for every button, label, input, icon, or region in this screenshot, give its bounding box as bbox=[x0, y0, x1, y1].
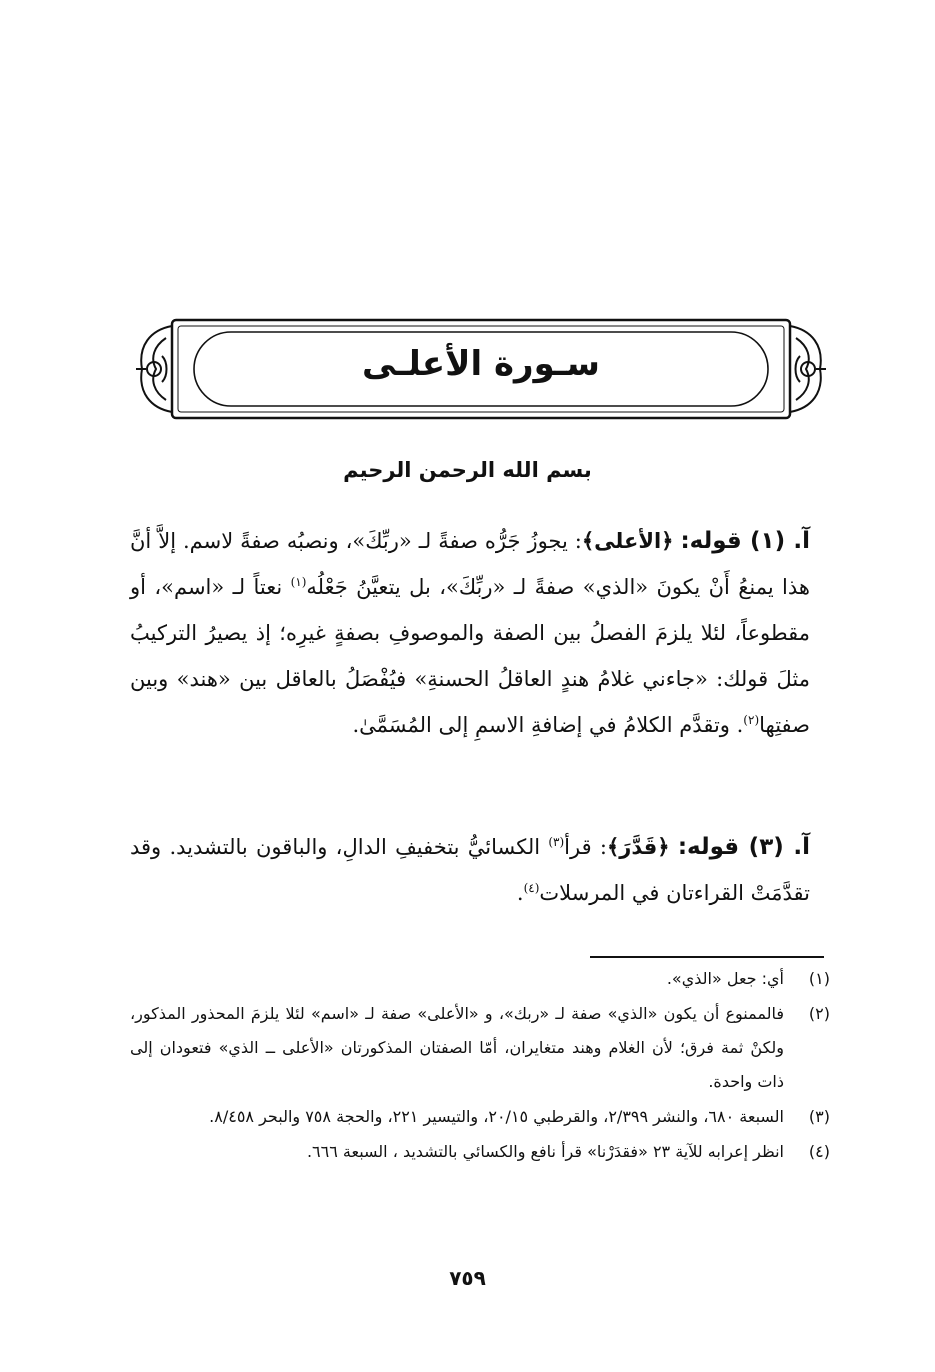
footnote-marker[interactable]: (٢) bbox=[743, 713, 760, 727]
footnote-text: انظر إعرابه للآية ٢٣ «فقدَرْنا» قرأ نافع والكسائي بالتشديد ، السبعة ٦٦٦. bbox=[306, 1142, 784, 1161]
quranic-keyword: ﴿قَدَّرَ﴾ bbox=[606, 835, 670, 859]
page-number: ٧٥٩ bbox=[449, 1266, 486, 1290]
paragraph-text: نعتاً لـ «اسم»، أو مقطوعاً، لئلا يلزمَ الفصلُ بين الصفة والموصوفِ بصفةٍ غيرِه؛ إذ يصيرُ التركيبُ مثلَ قولك: «جاءني غلامُ هندٍ العاقلُ الحسنةِ» فيُفْصَلُ بالعاقل بين «هند» وبين صفتِها bbox=[130, 575, 810, 737]
footnote-number: (١) bbox=[808, 969, 830, 988]
paragraph-text: : قرأ bbox=[564, 835, 607, 859]
footnote-marker[interactable]: (٤) bbox=[523, 881, 540, 895]
footnote-marker[interactable]: (٣) bbox=[548, 835, 565, 849]
commentary-paragraph-2 bbox=[130, 824, 810, 916]
footnote-separator bbox=[590, 956, 824, 958]
footnote-text: فالممنوع أن يكون «الذي» صفة لـ «ربك»، و «الأعلى» صفة لـ «اسم» لئلا يلزمَ المحذور المذكور، ولكنْ ثمة فرق؛ لأن الغلام وهند متغايران، أمّا الصفتان المذكورتان «الأعلى ــ الذي» فتعودان إلى ذات واحدة. bbox=[130, 1004, 784, 1091]
commentary-paragraph-1 bbox=[130, 518, 810, 748]
footnote bbox=[130, 962, 830, 996]
paragraph-text: . وتقدَّم الكلامُ في إضافةِ الاسمِ إلى المُسَمَّىٰ. bbox=[352, 713, 744, 737]
paragraph-text: الكسائيُّ بتخفيفِ الدالِ، والباقون بالتشديد. وقد تقدَّمَتْ القراءتان في المرسلات bbox=[130, 835, 810, 905]
footnote-number: (٤) bbox=[808, 1142, 830, 1161]
quranic-keyword: ﴿الأعلى﴾ bbox=[581, 529, 674, 553]
paragraph-text: : يجوزُ جَرُّه صفةً لـ «ربِّكَ»، ونصبُه صفةً لاسم. إلاَّ أنَّ هذا يمنعُ أَنْ يكونَ «الذي» صفةً لـ «ربِّكَ»، بل يتعيَّنُ جَعْلُه bbox=[130, 529, 810, 599]
footnote bbox=[130, 997, 830, 1099]
verse-reference: آ. (١) قوله: bbox=[680, 528, 811, 554]
footnote-text: السبعة ٦٨٠، والنشر ٢/٣٩٩، والقرطبي ٢٠/١٥، والتيسير ٢٢١، والحجة ٧٥٨ والبحر ٨/٤٥٨. bbox=[209, 1107, 784, 1126]
footnote-text: أي: جعل «الذي». bbox=[666, 969, 784, 988]
surah-header-banner bbox=[132, 316, 830, 422]
footnote-marker[interactable]: (١) bbox=[290, 575, 307, 589]
footnote-number: (٢) bbox=[808, 1004, 830, 1023]
footnote-number: (٣) bbox=[808, 1107, 830, 1126]
footnote bbox=[130, 1135, 830, 1169]
verse-reference: آ. (٣) قوله: bbox=[677, 834, 810, 860]
footnote bbox=[130, 1100, 830, 1134]
surah-title: سـورة الأعلـى bbox=[362, 344, 600, 384]
paragraph-text: . bbox=[516, 881, 524, 905]
basmala: بسم الله الرحمن الرحيم bbox=[343, 458, 592, 482]
footnotes bbox=[130, 962, 830, 1170]
